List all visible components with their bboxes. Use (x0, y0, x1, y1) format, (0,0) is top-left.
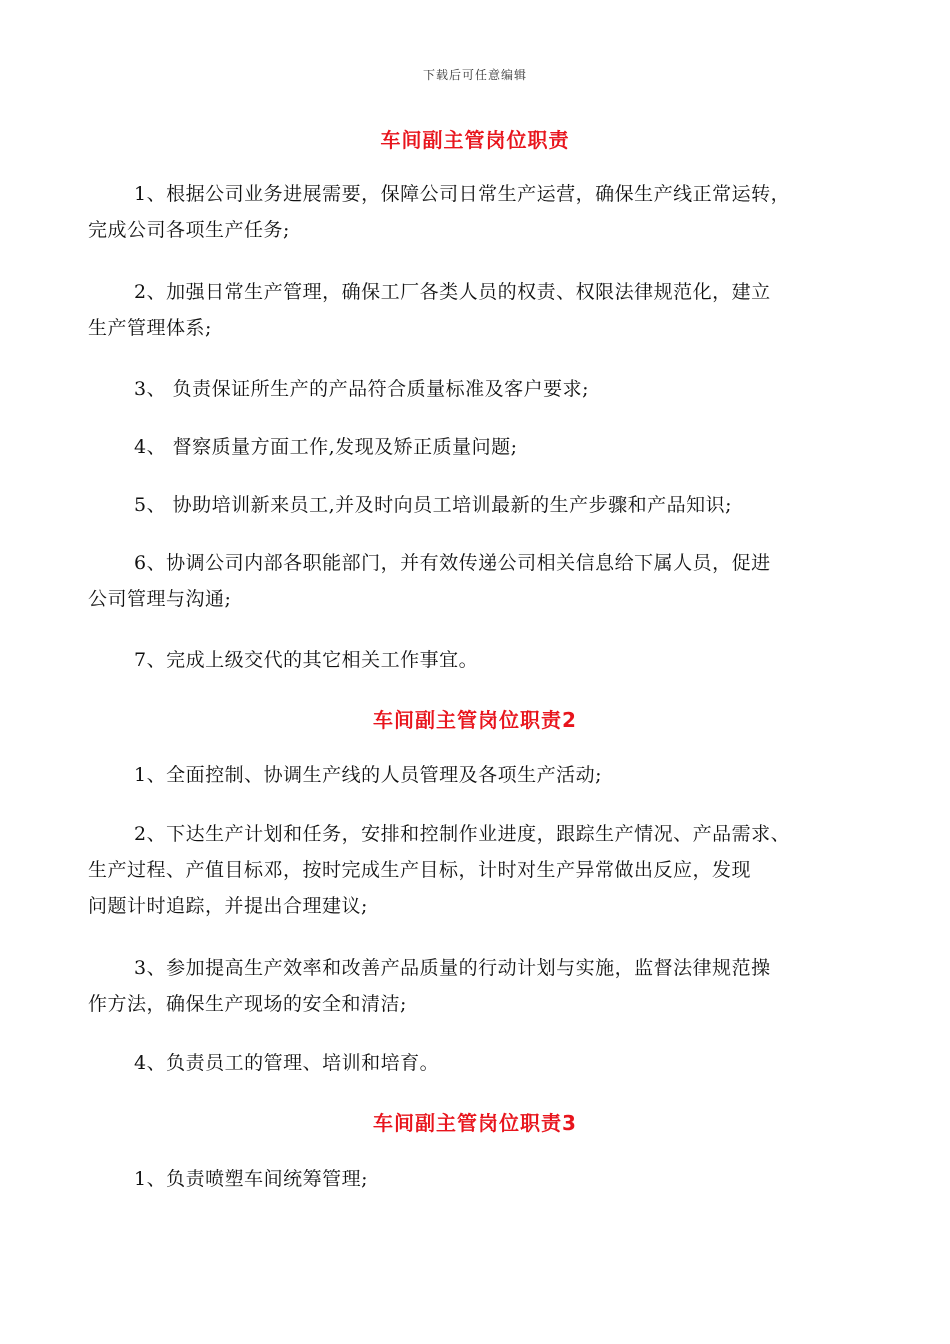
duty-item-1-2-cont: 生产管理体系; (88, 317, 212, 339)
duty-item-3-1: 1、负责喷塑车间统筹管理; (134, 1168, 368, 1190)
duty-item-2-2: 2、下达生产计划和任务，安排和控制作业进度，跟踪生产情况、产品需求、 (134, 823, 791, 845)
header-note: 下载后可任意编辑 (422, 68, 527, 82)
duty-item-1-6: 6、协调公司内部各职能部门，并有效传递公司相关信息给下属人员，促进 (134, 552, 771, 574)
duty-item-2-3: 3、参加提高生产效率和改善产品质量的行动计划与实施，监督法律规范操 (134, 957, 771, 979)
duty-item-1-5: 5、 协助培训新来员工,并及时向员工培训最新的生产步骤和产品知识; (134, 494, 733, 516)
duty-item-1-6-cont: 公司管理与沟通; (88, 588, 232, 610)
section-title-3: 车间副主管岗位职责3 (373, 1111, 577, 1135)
duty-item-1-1-cont: 完成公司各项生产任务; (88, 219, 290, 241)
duty-item-2-3-cont: 作方法，确保生产现场的安全和清洁; (88, 993, 407, 1015)
duty-item-2-2-cont2: 问题计时追踪，并提出合理建议; (88, 895, 368, 917)
duty-item-2-1: 1、全面控制、协调生产线的人员管理及各项生产活动; (134, 764, 602, 786)
duty-item-1-7: 7、完成上级交代的其它相关工作事宜。 (134, 649, 479, 671)
duty-item-2-2-cont: 生产过程、产值目标邓，按时完成生产目标，计时对生产异常做出反应，发现 (88, 859, 752, 881)
duty-item-1-3: 3、 负责保证所生产的产品符合质量标准及客户要求; (134, 378, 590, 400)
duty-item-1-4: 4、 督察质量方面工作,发现及矫正质量问题; (134, 436, 518, 458)
duty-item-2-4: 4、负责员工的管理、培训和培育。 (134, 1052, 440, 1074)
section-title-1: 车间副主管岗位职责 (380, 128, 570, 152)
duty-item-1-2: 2、加强日常生产管理，确保工厂各类人员的权责、权限法律规范化，建立 (134, 281, 771, 303)
section-title-2: 车间副主管岗位职责2 (373, 708, 577, 732)
duty-item-1-1: 1、根据公司业务进展需要，保障公司日常生产运营，确保生产线正常运转， (134, 183, 791, 205)
